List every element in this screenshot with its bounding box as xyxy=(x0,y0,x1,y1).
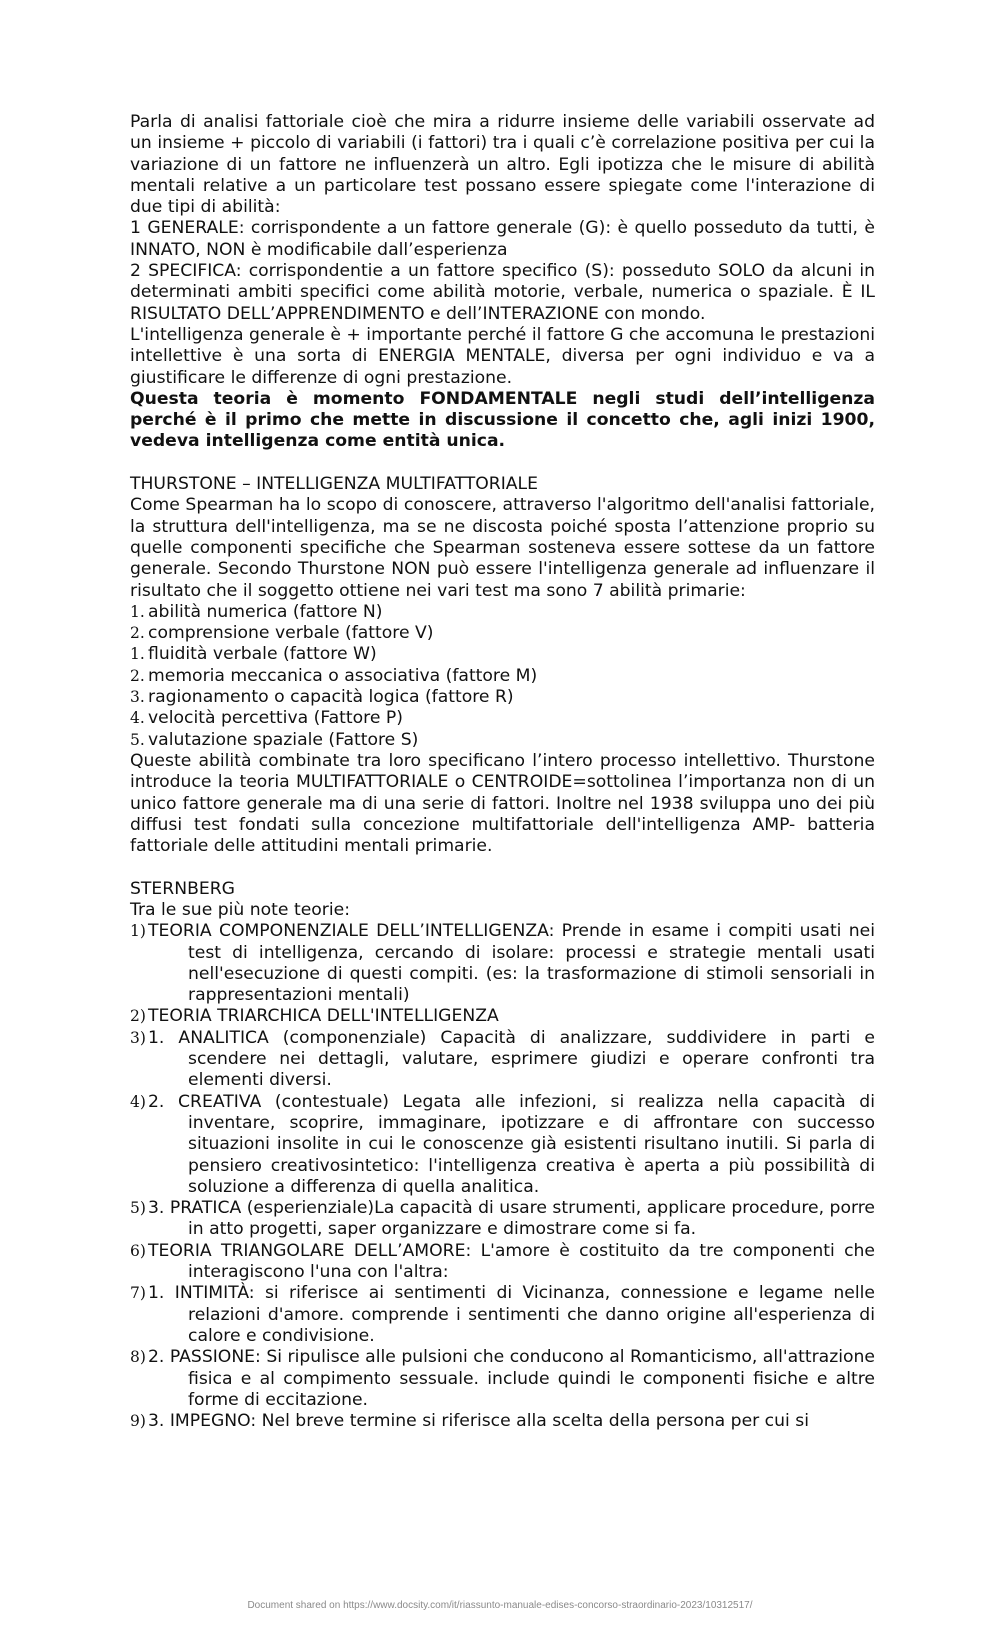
list-number: 1. xyxy=(130,645,145,664)
list-text: fluidità verbale (fattore W) xyxy=(148,644,377,665)
list-number: 1) xyxy=(130,922,146,941)
list-text: TEORIA COMPONENZIALE DELL’INTELLIGENZA: Prende in esame i compiti usati nei test di intelligenza, cercando di isolare: processi e strategie mentali usati nell'esecuzione di questi compiti. (es: la trasformazione di stimoli sensoriali in rappresentazioni mentali) xyxy=(148,921,875,1006)
list-number: 5. xyxy=(130,730,145,749)
list-number: 5) xyxy=(130,1199,146,1218)
list-item xyxy=(130,1283,875,1347)
section-title-thurstone: THURSTONE – INTELLIGENZA MULTIFATTORIALE xyxy=(130,474,538,495)
list-number: 3. xyxy=(130,688,145,707)
list-text: abilità numerica (fattore N) xyxy=(148,601,383,622)
section-title-sternberg: STERNBERG xyxy=(130,878,235,899)
list-item xyxy=(130,644,875,665)
paragraph-general-ability: 1 GENERALE: corrispondente a un fattore generale (G): è quello posseduto da tutti, è INNATO, NON è modificabile dall’esperienza xyxy=(130,218,875,260)
list-text: velocità percettiva (Fattore P) xyxy=(148,708,403,729)
list-number: 4. xyxy=(130,709,145,728)
list-item xyxy=(130,1006,875,1027)
list-text: 2. CREATIVA (contestuale) Legata alle infezioni, si realizza nella capacità di inventare, scoprire, immaginare, ipotizzare e di affrontare con successo situazioni insolite in cui le conoscenze già esistenti risultano inutili. Si parla di pensiero creativosintetico: l'intelligenza creativa è aperta a più possibilità di soluzione a differenza di quella analitica. xyxy=(148,1091,875,1197)
paragraph-thurstone-outro: Queste abilità combinate tra loro specificano l’intero processo intellettivo. Thurstone introduce la teoria MULTIFATTORIALE o CENTROIDE=sottolinea l’importanza non di un unico fattore generale ma di una serie di fattori. Inoltre nel 1938 sviluppa uno dei più diffusi test fondati sulla concezione multifattoriale dell'intelligenza AMP- batteria fattoriale delle attitudini mentali primarie. xyxy=(130,750,875,857)
paragraph-sternberg-intro: Tra le sue più note teorie: xyxy=(130,899,350,920)
paragraph-thurstone-intro: Come Spearman ha lo scopo di conoscere, attraverso l'algoritmo dell'analisi fattoriale, la struttura dell'intelligenza, ma se ne discosta poiché sposta l’attenzione proprio su quelle componenti specifiche che Spearman sosteneva essere sottese da un fattore generale. Secondo Thurstone NON può essere l'intelligenza generale ad influenzare il risultato che il soggetto ottiene nei vari test ma sono 7 abilità primarie: xyxy=(130,495,875,601)
list-item xyxy=(130,921,875,1006)
list-text: ragionamento o capacità logica (fattore R) xyxy=(148,687,514,708)
list-number: 3) xyxy=(130,1028,146,1047)
spacer xyxy=(130,857,875,878)
list-item xyxy=(130,687,875,708)
list-text: 1. INTIMITÀ: si riferisce ai sentimenti di Vicinanza, connessione e legame nelle relazioni d'amore. comprende i sentimenti che danno origine all'esperienza di calore e condivisione. xyxy=(148,1283,875,1346)
list-item xyxy=(130,602,875,623)
list-item xyxy=(130,1411,875,1432)
list-text: 2. PASSIONE: Si ripulisce alle pulsioni che conducono al Romanticismo, all'attrazione fisica e al compimento sessuale. include quindi le componenti fisiche e altre forme di eccitazione. xyxy=(148,1347,875,1410)
list-text: memoria meccanica o associativa (fattore M) xyxy=(148,665,538,686)
list-text: TEORIA TRIARCHICA DELL'INTELLIGENZA xyxy=(148,1006,499,1027)
list-item xyxy=(130,666,875,687)
list-item xyxy=(130,1347,875,1411)
paragraph-factor-analysis: Parla di analisi fattoriale cioè che mira a ridurre insieme delle variabili osservate ad un insieme + piccolo di variabili (i fattori) tra i quali c’è correlazione positiva per cui la variazione di un fattore ne influenzerà un altro. Egli ipotizza che le misure di abilità mentali relative a un particolare test possano essere spiegate come l'interazione di due tipi di abilità: xyxy=(130,112,875,218)
thurstone-abilities-list xyxy=(130,602,875,751)
list-number: 2. xyxy=(130,666,145,685)
list-number: 2) xyxy=(130,1007,146,1026)
list-text: 3. PRATICA (esperienziale)La capacità di usare strumenti, applicare procedure, porre in atto progetti, saper organizzare e dimostrare come si fa. xyxy=(148,1198,875,1240)
list-item xyxy=(130,623,875,644)
list-text: 3. IMPEGNO: Nel breve termine si riferisce alla scelta della persona per cui si xyxy=(148,1411,809,1432)
list-text: comprensione verbale (fattore V) xyxy=(148,623,434,644)
list-item xyxy=(130,730,875,751)
list-item xyxy=(130,708,875,729)
list-number: 7) xyxy=(130,1284,146,1303)
list-item xyxy=(130,1028,875,1092)
list-text: valutazione spaziale (Fattore S) xyxy=(148,729,419,750)
paragraph-specific-ability: 2 SPECIFICA: corrispondentie a un fattore specifico (S): posseduto SOLO da alcuni in determinati ambiti specifici come abilità motorie, verbale, numerica o spaziale. È IL RISULTATO DELL’APPRENDIMENTO e dell’INTERAZIONE con mondo. xyxy=(130,261,875,324)
list-item xyxy=(130,1241,875,1284)
spacer xyxy=(130,453,875,474)
document-footer-link[interactable]: Document shared on https://www.docsity.com/it/riassunto-manuale-edises-concorso-straordinario-2023/10312517/ xyxy=(247,1600,753,1611)
list-text: TEORIA TRIANGOLARE DELL’AMORE: L'amore è costituito da tre componenti che interagiscono l'una con l'altra: xyxy=(148,1240,875,1283)
list-number: 2. xyxy=(130,624,145,643)
paragraph-bold-conclusion: Questa teoria è momento FONDAMENTALE negli studi dell’intelligenza perché è il primo che mette in discussione il concetto che, agli inizi 1900, vedeva intelligenza come entità unica. xyxy=(130,388,875,452)
list-number: 9) xyxy=(130,1412,146,1431)
list-number: 6) xyxy=(130,1241,146,1260)
list-number: 1. xyxy=(130,602,145,621)
list-text: 1. ANALITICA (componenziale) Capacità di analizzare, suddividere in parti e scendere nei dettagli, valutare, esprimere giudizi e operare confronti tra elementi diversi. xyxy=(148,1027,875,1091)
list-item xyxy=(130,1198,875,1241)
sternberg-theories-list xyxy=(130,921,875,1432)
paragraph-general-intelligence: L'intelligenza generale è + importante perché il fattore G che accomuna le prestazioni intellettive è una sorta di ENERGIA MENTALE, diversa per ogni individuo e va a giustificare le differenze di ogni prestazione. xyxy=(130,324,875,388)
list-number: 4) xyxy=(130,1092,146,1111)
list-number: 8) xyxy=(130,1348,146,1367)
document-page xyxy=(130,112,875,1432)
list-item xyxy=(130,1092,875,1198)
